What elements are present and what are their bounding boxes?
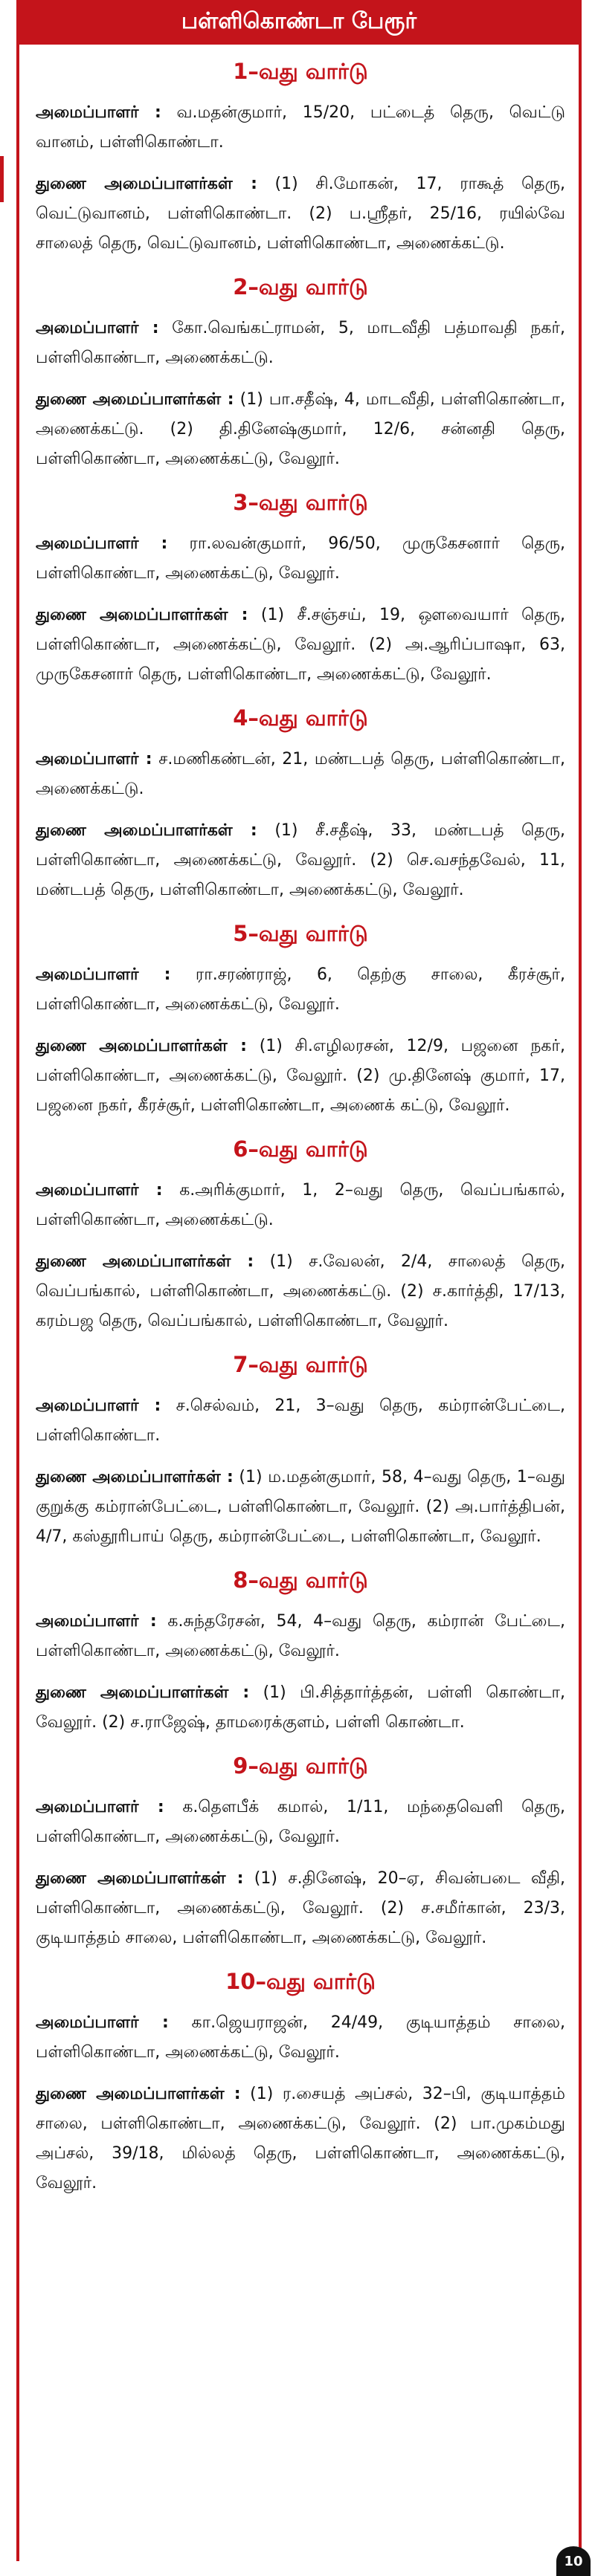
deputy-text: (1) சீ.சதீஷ், 33, மண்டபத் தெரு, பள்ளிகொண்டா, அணைக்கட்டு, வேலூர். (2) செ.வசந்தவேல், 11, மண்டபத் தெரு, பள்ளிகொண்டா, அணைக்கட்டு, வேலூர். [36, 821, 565, 899]
deputy-text: (1) சி.மோகன், 17, ராகூத் தெரு, வெட்டுவானம், பள்ளிகொண்டா. (2) ப.ஸ்ரீதர், 25/16, ரயில்வே சாலைத் தெரு, வெட்டுவானம், பள்ளிகொண்டா, அணைக்கட்டு. [36, 175, 565, 253]
deputy-text: (1) சி.எழிலரசன், 12/9, பஜனை நகர், பள்ளிகொண்டா, அணைக்கட்டு, வேலூர். (2) மு.தினேஷ் குமார், 17, பஜனை நகர், கீரச்சூர், பள்ளிகொண்டா, அணைக் கட்டு, வேலூர். [36, 1037, 565, 1115]
deputy-entry [36, 169, 565, 259]
organizer-entry [36, 745, 565, 804]
ward-list [36, 56, 565, 2210]
deputy-label: துணை அமைப்பாளர்கள் : [36, 1468, 234, 1486]
deputy-label: துணை அமைப்பாளர்கள் : [36, 1683, 250, 1702]
section-header [16, 0, 582, 45]
ward-title: 6–வது வார்டு [233, 1136, 368, 1162]
ward-title: 5–வது வார்டு [233, 921, 368, 946]
deputy-entry [36, 2080, 565, 2198]
organizer-entry [36, 98, 565, 158]
deputy-label: துணை அமைப்பாளர்கள் : [36, 821, 257, 840]
organizer-text: ரா.லவன்குமார், 96/50, முருகேசனார் தெரு, பள்ளிகொண்டா, அணைக்கட்டு, வேலூர். [36, 534, 565, 583]
deputy-entry [36, 1864, 565, 1953]
ward-title: 3–வது வார்டு [233, 490, 368, 515]
deputy-entry [36, 601, 565, 690]
organizer-label: அமைப்பாளர் : [36, 1798, 164, 1816]
organizer-entry [36, 529, 565, 589]
ward-block [36, 1350, 565, 1552]
deputy-entry [36, 816, 565, 905]
organizer-text: ச.செல்வம், 21, 3–வது தெரு, கம்ரான்பேட்டை, பள்ளிகொண்டா. [36, 1397, 565, 1445]
ward-title: 2–வது வார்டு [233, 274, 368, 300]
deputy-label: துணை அமைப்பாளர்கள் : [36, 1037, 247, 1055]
deputy-label: துணை அமைப்பாளர்கள் : [36, 1252, 254, 1271]
deputy-entry [36, 1032, 565, 1121]
ward-title: 10–வது வார்டு [225, 1969, 376, 1994]
organizer-text: க.தௌபீக் கமால், 1/11, மந்தைவெளி தெரு, பள்ளிகொண்டா, அணைக்கட்டு, வேலூர். [36, 1798, 566, 1846]
ward-block [36, 56, 565, 259]
organizer-text: ச.மணிகண்டன், 21, மண்டபத் தெரு, பள்ளிகொண்டா, அணைக்கட்டு. [36, 750, 565, 798]
organizer-label: அமைப்பாளர் : [36, 750, 152, 768]
ward-block [36, 1134, 565, 1336]
organizer-entry [36, 1793, 565, 1852]
deputy-text: (1) பி.சித்தார்த்தன், பள்ளி கொண்டா, வேலூர். (2) ச.ராஜேஷ், தாமரைக்குளம், பள்ளி கொண்டா. [36, 1683, 565, 1732]
ward-title: 9–வது வார்டு [233, 1753, 368, 1779]
deputy-label: துணை அமைப்பாளர்கள் : [36, 390, 234, 409]
organizer-label: அமைப்பாளர் : [36, 1181, 163, 1200]
deputy-text: (1) பா.சதீஷ், 4, மாடவீதி, பள்ளிகொண்டா, அணைக்கட்டு. (2) தி.தினேஷ்குமார், 12/6, சன்னதி தெரு, பள்ளிகொண்டா, அணைக்கட்டு, வேலூர். [36, 390, 566, 468]
margin-marker [0, 156, 4, 202]
deputy-text: (1) ம.மதன்குமார், 58, 4–வது தெரு, 1–வது குறுக்கு கம்ரான்பேட்டை, பள்ளிகொண்டா, வேலூர். (2) அ.பார்த்திபன், 4/7, கஸ்தூரிபாய் தெரு, கம்ரான்பேட்டை, பள்ளிகொண்டா, வேலூர். [36, 1468, 566, 1546]
organizer-text: கோ.வெங்கட்ராமன், 5, மாடவீதி பத்மாவதி நகர், பள்ளிகொண்டா, அணைக்கட்டு. [36, 319, 565, 367]
deputy-label: துணை அமைப்பாளர்கள் : [36, 2085, 241, 2103]
deputy-text: (1) ச.வேலன், 2/4, சாலைத் தெரு, வெப்பங்கால், பள்ளிகொண்டா, அணைக்கட்டு. (2) ச.கார்த்தி, 17/13, கரம்பஜ தெரு, வெப்பங்கால், பள்ளிகொண்டா, வேலூர். [36, 1252, 565, 1330]
organizer-text: க.அரிக்குமார், 1, 2–வது தெரு, வெப்பங்கால், பள்ளிகொண்டா, அணைக்கட்டு. [36, 1181, 565, 1229]
ward-title: 7–வது வார்டு [233, 1352, 368, 1377]
deputy-text: (1) சீ.சஞ்சய், 19, ஔவையார் தெரு, பள்ளிகொண்டா, அணைக்கட்டு, வேலூர். (2) அ.ஆரிப்பாஷா, 63, முருகேசனார் தெரு, பள்ளிகொண்டா, அணைக்கட்டு, வேலூர். [36, 606, 566, 684]
organizer-label: அமைப்பாளர் : [36, 1612, 157, 1631]
ward-block [36, 1565, 565, 1738]
ward-title: 8–வது வார்டு [233, 1567, 368, 1593]
organizer-entry [36, 1607, 565, 1666]
organizer-text: வ.மதன்குமார், 15/20, பட்டைத் தெரு, வெட்டு வானம், பள்ளிகொண்டா. [36, 103, 565, 152]
organizer-label: அமைப்பாளர் : [36, 534, 168, 553]
organizer-label: அமைப்பாளர் : [36, 965, 171, 984]
deputy-label: துணை அமைப்பாளர்கள் : [36, 1869, 244, 1888]
page-number: 10 [564, 2553, 583, 2569]
organizer-entry [36, 1176, 565, 1235]
deputy-entry [36, 1678, 565, 1738]
deputy-text: (1) ர.சையத் அப்சல், 32–பி, குடியாத்தம் சாலை, பள்ளிகொண்டா, அணைக்கட்டு, வேலூர். (2) பா.முகம்மது அப்சல், 39/18, மில்லத் தெரு, பள்ளிகொண்டா, அணைக்கட்டு, வேலூர். [36, 2085, 565, 2192]
page-number-badge [556, 2546, 591, 2576]
organizer-label: அமைப்பாளர் : [36, 319, 159, 337]
ward-block [36, 1751, 565, 1953]
organizer-text: ரா.சரண்ராஜ், 6, தெற்கு சாலை, கீரச்சூர், பள்ளிகொண்டா, அணைக்கட்டு, வேலூர். [36, 965, 566, 1014]
organizer-text: கா.ஜெயராஜன், 24/49, குடியாத்தம் சாலை, பள்ளிகொண்டா, அணைக்கட்டு, வேலூர். [36, 2013, 566, 2062]
ward-title: 1–வது வார்டு [233, 59, 368, 84]
page-title: பள்ளிகொண்டா பேரூர் [181, 7, 417, 34]
ward-title: 4–வது வார்டு [233, 705, 368, 731]
organizer-entry [36, 960, 565, 1020]
ward-block [36, 703, 565, 905]
organizer-label: அமைப்பாளர் : [36, 2013, 169, 2032]
deputy-entry [36, 385, 565, 474]
deputy-text: (1) ச.தினேஷ், 20–ஏ, சிவன்படை வீதி, பள்ளிகொண்டா, அணைக்கட்டு, வேலூர். (2) ச.சமீர்கான், 23/3, குடியாத்தம் சாலை, பள்ளிகொண்டா, அணைக்கட்டு, வேலூர். [36, 1869, 565, 1947]
organizer-label: அமைப்பாளர் : [36, 1397, 161, 1415]
organizer-text: க.சுந்தரேசன், 54, 4–வது தெரு, கம்ரான் பேட்டை, பள்ளிகொண்டா, அணைக்கட்டு, வேலூர். [36, 1612, 565, 1660]
organizer-entry [36, 314, 565, 373]
organizer-entry [36, 1391, 565, 1451]
organizer-label: அமைப்பாளர் : [36, 103, 161, 122]
ward-block [36, 272, 565, 474]
deputy-entry [36, 1463, 565, 1552]
deputy-label: துணை அமைப்பாளர்கள் : [36, 606, 248, 624]
ward-block [36, 919, 565, 1121]
ward-block [36, 488, 565, 690]
deputy-label: துணை அமைப்பாளர்கள் : [36, 175, 257, 193]
ward-block [36, 1967, 565, 2198]
organizer-entry [36, 2008, 565, 2068]
deputy-entry [36, 1247, 565, 1336]
